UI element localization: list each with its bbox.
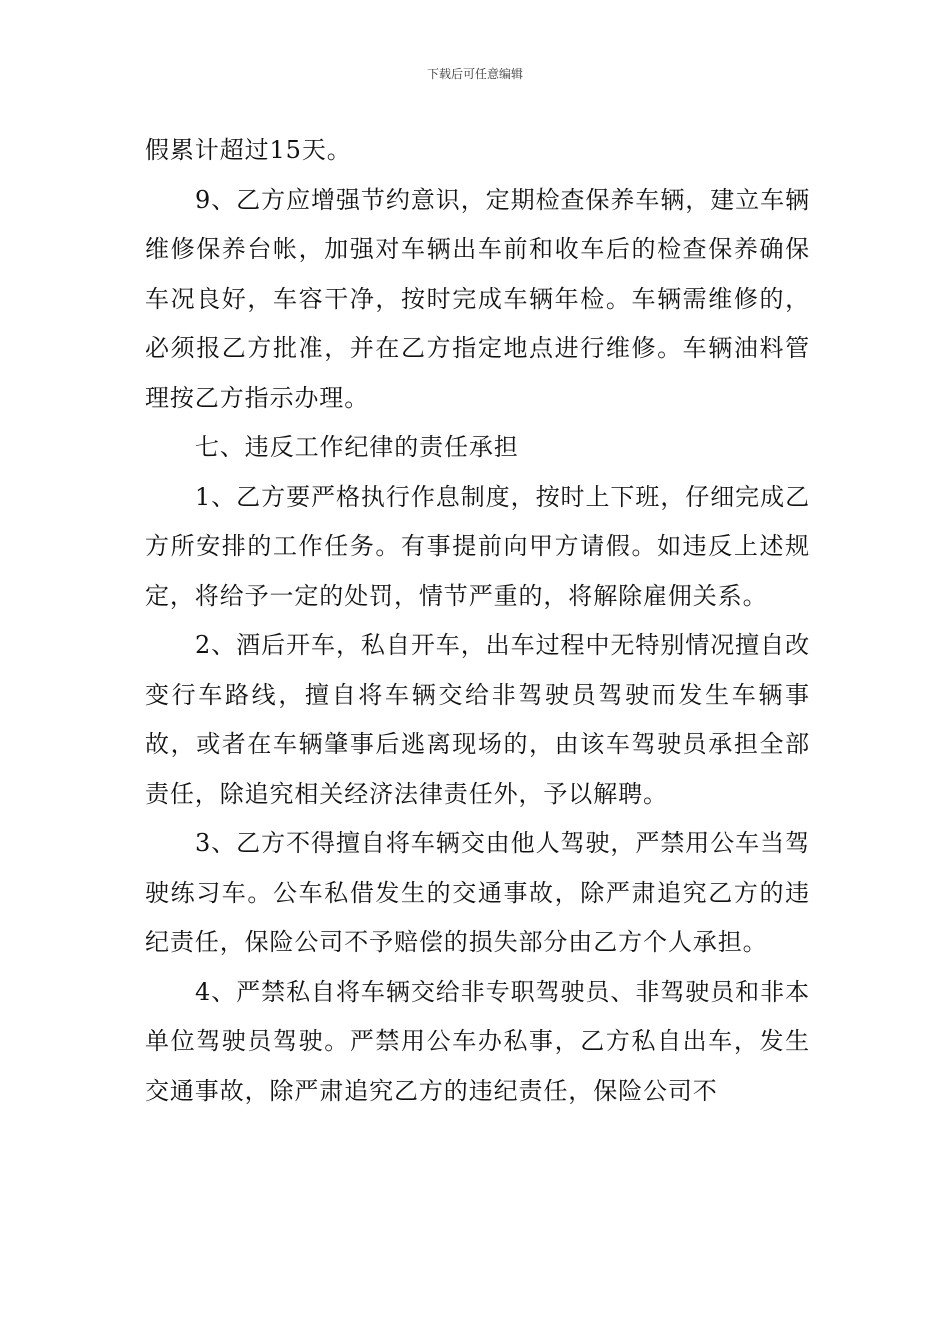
paragraph-item-9: 9、乙方应增强节约意识，定期检查保养车辆，建立车辆维修保养台帐，加强对车辆出车前和收车后的检查保养确保车况良好，车容干净，按时完成车辆年检。车辆需维修的，必须报乙方批准，并在乙方指定地点进行维修。车辆油料管理按乙方指示办理。	[145, 185, 810, 412]
page-header: 下载后可任意编辑	[426, 67, 523, 81]
paragraph-item-4: 4、严禁私自将车辆交给非专职驾驶员、非驾驶员和非本单位驾驶员驾驶。严禁用公车办私事，乙方私自出车，发生交通事故，除严肃追究乙方的违纪责任，保险公司不	[145, 977, 810, 1105]
paragraph-item-2: 2、酒后开车，私自开车，出车过程中无特别情况擅自改变行车路线，擅自将车辆交给非驾驶员驾驶而发生车辆事故，或者在车辆肇事后逃离现场的，由该车驾驶员承担全部责任，除追究相关经济法律责任外，予以解聘。	[145, 631, 810, 808]
document-body	[145, 126, 810, 1116]
paragraph-item-1: 1、乙方要严格执行作息制度，按时上下班，仔细完成乙方所安排的工作任务。有事提前向甲方请假。如违反上述规定，将给予一定的处罚，情节严重的，将解除雇佣关系。	[145, 482, 810, 610]
paragraph-continuation: 假累计超过15天。	[145, 136, 352, 164]
paragraph-item-3: 3、乙方不得擅自将车辆交由他人驾驶，严禁用公车当驾驶练习车。公车私借发生的交通事故，除严肃追究乙方的违纪责任，保险公司不予赔偿的损失部分由乙方个人承担。	[145, 829, 810, 956]
section-heading-7: 七、违反工作纪律的责任承担	[195, 433, 519, 461]
